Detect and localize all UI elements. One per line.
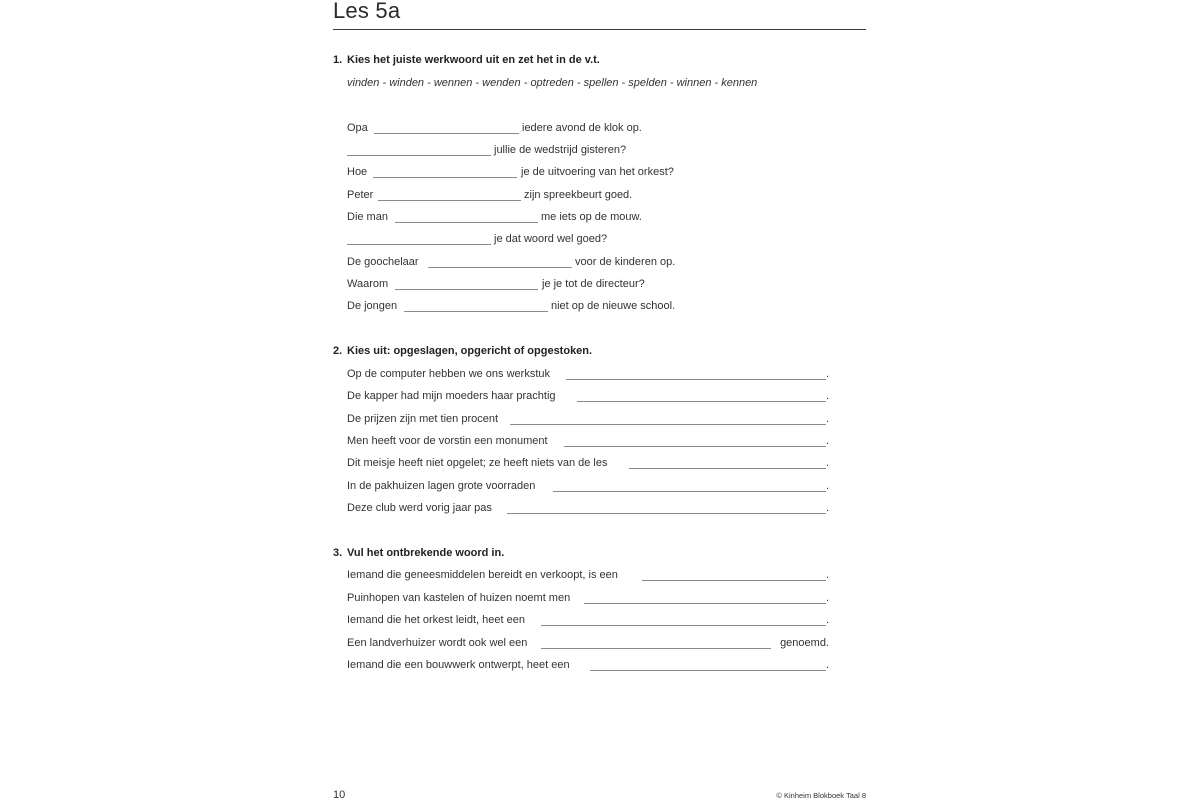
exercise-2-row bbox=[347, 367, 828, 381]
sentence-text: De prijzen zijn met tien procent bbox=[347, 413, 499, 425]
sentence-end: je de uitvoering van het orkest? bbox=[521, 166, 674, 178]
sentence-end: . bbox=[825, 368, 829, 380]
sentence-end: . bbox=[825, 435, 829, 447]
sentence-start: Hoe bbox=[347, 166, 368, 178]
exercise-1-number: 1. bbox=[333, 54, 343, 66]
answer-blank[interactable] bbox=[404, 311, 548, 312]
exercise-3-row bbox=[347, 636, 828, 650]
sentence-end: . bbox=[825, 659, 829, 671]
sentence-end: je dat woord wel goed? bbox=[494, 233, 608, 245]
exercise-1-row bbox=[347, 121, 828, 135]
title-divider bbox=[333, 29, 866, 30]
sentence-start: Peter bbox=[347, 189, 374, 201]
exercise-1-row bbox=[347, 143, 828, 157]
sentence-start: Opa bbox=[347, 122, 368, 134]
answer-blank[interactable] bbox=[553, 491, 826, 492]
exercise-2-row bbox=[347, 501, 828, 515]
sentence-end: voor de kinderen op. bbox=[575, 256, 676, 268]
answer-blank[interactable] bbox=[541, 625, 826, 626]
answer-blank[interactable] bbox=[510, 424, 826, 425]
sentence-end: . bbox=[825, 413, 829, 425]
answer-blank[interactable] bbox=[564, 446, 826, 447]
sentence-start: De jongen bbox=[347, 300, 398, 312]
sentence-end: . bbox=[825, 502, 829, 514]
answer-blank[interactable] bbox=[566, 379, 826, 380]
exercise-3-row bbox=[347, 568, 828, 582]
exercise-1-row bbox=[347, 210, 828, 224]
exercise-2-row bbox=[347, 412, 828, 426]
exercise-2-row bbox=[347, 389, 828, 403]
sentence-start: Waarom bbox=[347, 278, 389, 290]
sentence-text: Puinhopen van kastelen of huizen noemt men bbox=[347, 592, 571, 604]
sentence-end: . bbox=[825, 457, 829, 469]
sentence-end: jullie de wedstrijd gisteren? bbox=[494, 144, 627, 156]
sentence-end: niet op de nieuwe school. bbox=[551, 300, 676, 312]
sentence-text: Iemand die het orkest leidt, heet een bbox=[347, 614, 525, 626]
sentence-text: Een landverhuizer wordt ook wel een bbox=[347, 637, 528, 649]
exercise-1-heading bbox=[333, 53, 600, 67]
answer-blank[interactable] bbox=[507, 513, 826, 514]
sentence-end: iedere avond de klok op. bbox=[522, 122, 642, 134]
sentence-end: . bbox=[825, 480, 829, 492]
answer-blank[interactable] bbox=[584, 603, 826, 604]
exercise-1-row bbox=[347, 232, 828, 246]
exercise-2-instruction: Kies uit: opgeslagen, opgericht of opgestoken. bbox=[347, 345, 593, 357]
sentence-text: Men heeft voor de vorstin een monument bbox=[347, 435, 548, 447]
sentence-text: De kapper had mijn moeders haar prachtig bbox=[347, 390, 556, 402]
exercise-3-row bbox=[347, 658, 828, 672]
sentence-end: genoemd. bbox=[780, 637, 829, 649]
exercise-2-row bbox=[347, 479, 828, 493]
sentence-text: In de pakhuizen lagen grote voorraden bbox=[347, 480, 536, 492]
answer-blank[interactable] bbox=[347, 155, 491, 156]
exercise-2-heading bbox=[333, 344, 592, 358]
exercise-1-row bbox=[347, 299, 828, 313]
answer-blank[interactable] bbox=[428, 267, 572, 268]
exercise-2-row bbox=[347, 456, 828, 470]
sentence-end: . bbox=[825, 614, 829, 626]
sentence-end: . bbox=[825, 569, 829, 581]
exercise-1-instruction: Kies het juiste werkwoord uit en zet het in de v.t. bbox=[347, 54, 600, 66]
sentence-end: zijn spreekbeurt goed. bbox=[524, 189, 633, 201]
exercise-2-row bbox=[347, 434, 828, 448]
answer-blank[interactable] bbox=[374, 133, 519, 134]
answer-blank[interactable] bbox=[347, 244, 491, 245]
exercise-2-number: 2. bbox=[333, 345, 343, 357]
answer-blank[interactable] bbox=[395, 289, 538, 290]
sentence-text: Iemand die geneesmiddelen bereidt en verkoopt, is een bbox=[347, 569, 618, 581]
sentence-text: Deze club werd vorig jaar pas bbox=[347, 502, 492, 514]
answer-blank[interactable] bbox=[642, 580, 826, 581]
sentence-text: Dit meisje heeft niet opgelet; ze heeft niets van de les bbox=[347, 457, 608, 469]
answer-blank[interactable] bbox=[378, 200, 521, 201]
exercise-3-heading bbox=[333, 546, 504, 560]
exercise-1-row bbox=[347, 165, 828, 179]
page-number: 10 bbox=[333, 789, 346, 801]
sentence-text: Iemand die een bouwwerk ontwerpt, heet een bbox=[347, 659, 570, 671]
page-title: Les 5a bbox=[333, 0, 401, 23]
exercise-3-row bbox=[347, 613, 828, 627]
sentence-end: me iets op de mouw. bbox=[541, 211, 642, 223]
answer-blank[interactable] bbox=[629, 468, 826, 469]
answer-blank[interactable] bbox=[395, 222, 538, 223]
exercise-3-number: 3. bbox=[333, 547, 343, 559]
sentence-text: Op de computer hebben we ons werkstuk bbox=[347, 368, 551, 380]
verb-options: vinden - winden - wennen - wenden - optreden - spellen - spelden - winnen - kennen bbox=[347, 77, 758, 89]
exercise-1-row bbox=[347, 277, 828, 291]
exercise-1-row bbox=[347, 188, 828, 202]
copyright-notice: © Kinheim Blokboek Taal 8 bbox=[776, 791, 866, 800]
sentence-start: De goochelaar bbox=[347, 256, 419, 268]
exercise-3-instruction: Vul het ontbrekende woord in. bbox=[347, 547, 505, 559]
answer-blank[interactable] bbox=[577, 401, 826, 402]
worksheet-page bbox=[333, 0, 866, 800]
sentence-end: . bbox=[825, 592, 829, 604]
answer-blank[interactable] bbox=[590, 670, 826, 671]
exercise-1-row bbox=[347, 255, 828, 269]
sentence-start: Die man bbox=[347, 211, 388, 223]
sentence-end: . bbox=[825, 390, 829, 402]
exercise-3-row bbox=[347, 591, 828, 605]
answer-blank[interactable] bbox=[541, 648, 771, 649]
sentence-end: je je tot de directeur? bbox=[542, 278, 645, 290]
answer-blank[interactable] bbox=[373, 177, 517, 178]
